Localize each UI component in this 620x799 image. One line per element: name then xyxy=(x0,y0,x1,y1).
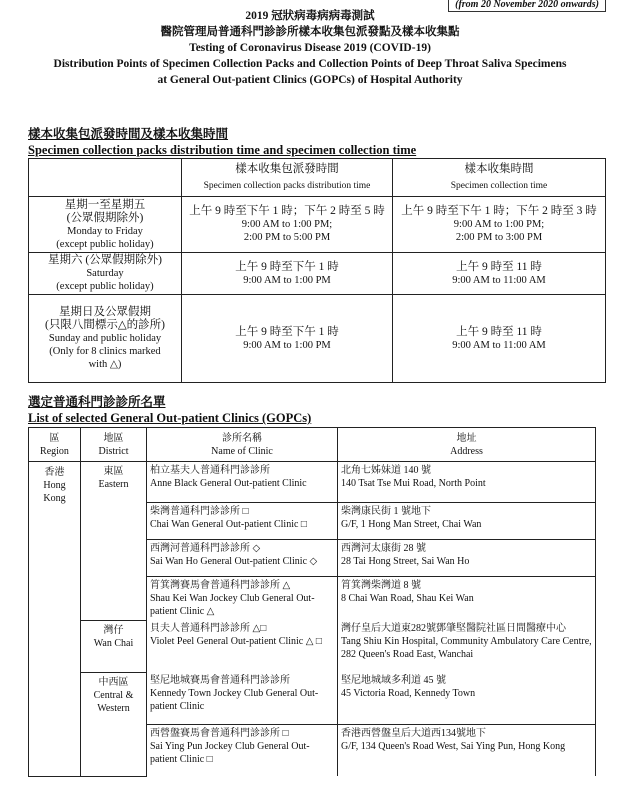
day-label-zh: 星期日及公眾假期 (只限八間標示△的診所) xyxy=(44,306,165,331)
clinic-address-zh: 柴灣康民街 1 號地下 xyxy=(341,506,431,517)
day-cell xyxy=(29,253,182,295)
collection-time-zh: 上午 9 時至下午 1 時；下午 2 時至 3 時 xyxy=(401,205,597,217)
clinic-address-zh: 香港西營盤皇后大道西134號地下 xyxy=(341,728,486,739)
clinic-name xyxy=(147,539,337,576)
clinic-address xyxy=(338,462,595,502)
collection-time-cell xyxy=(393,295,606,383)
clinic-address xyxy=(338,502,595,539)
clinic-name-en: Sai Ying Pun Jockey Club General Out-patient Clinic □ xyxy=(150,741,310,765)
day-label-zh: 星期六 (公眾假期除外) xyxy=(47,254,163,266)
clinic-name-zh: 西灣河普通科門診診所 ◇ xyxy=(150,543,261,554)
clinic-address xyxy=(338,620,595,672)
clinic-address-en: 8 Chai Wan Road, Shau Kei Wan xyxy=(341,593,474,604)
time-row xyxy=(29,253,606,295)
effective-date-note: (from 20 November 2020 onwards) xyxy=(448,0,606,12)
clinic-name xyxy=(147,502,337,539)
header-title-zh-2: 醫院管理局普通科門診診所樣本收集包派發點及樣本收集點 xyxy=(160,26,460,38)
clinic-address-en: G/F, 134 Queen's Road West, Sai Ying Pun, Hong Kong xyxy=(341,741,566,752)
district-cell: 東區 Eastern xyxy=(81,462,147,621)
day-cell xyxy=(29,295,182,383)
clinic-name-cell xyxy=(147,462,338,621)
clinic-table-header xyxy=(29,428,596,462)
clinic-name xyxy=(147,462,337,502)
clinic-address xyxy=(338,539,595,576)
collection-time-cell xyxy=(393,253,606,295)
clinic-name-en: Anne Black General Out-patient Clinic xyxy=(150,478,307,489)
address-header: 地址 Address xyxy=(338,428,596,462)
clinic-address-en: Tang Shiu Kin Hospital, Community Ambulatory Care Centre, 282 Queen's Road East, Wanchai xyxy=(341,636,592,660)
time-table xyxy=(28,158,606,383)
distribution-time-en: 9:00 AM to 1:00 PM xyxy=(243,339,331,351)
clinic-address xyxy=(338,724,595,776)
clinic-address-cell xyxy=(338,462,596,621)
time-row xyxy=(29,295,606,383)
region-header: 區 Region xyxy=(29,428,81,462)
distribution-time-cell xyxy=(182,295,393,383)
day-label-zh: 星期一至星期五 (公眾假期除外) xyxy=(64,198,146,224)
distribution-time-cell xyxy=(182,197,393,253)
day-cell xyxy=(29,197,182,253)
clinic-name-header: 診所名稱 Name of Clinic xyxy=(147,428,338,462)
day-label-en: Monday to Friday (except public holiday) xyxy=(56,225,154,250)
clinic-address-cell xyxy=(338,672,596,776)
collection-time-en: 9:00 AM to 1:00 PM; 2:00 PM to 3:00 PM xyxy=(453,219,545,243)
header-title-en-1: Testing of Coronavirus Disease 2019 (COVID-19) xyxy=(189,42,431,54)
clinic-address-zh: 筲箕灣柴灣道 8 號 xyxy=(341,580,421,591)
distribution-time-en: 9:00 AM to 1:00 PM xyxy=(243,274,331,286)
collection-time-en: 9:00 AM to 11:00 AM xyxy=(452,274,546,286)
time-header-collection: 樣本收集時間 Specimen collection time xyxy=(393,159,606,197)
collection-time-zh: 上午 9 時至 11 時 xyxy=(456,325,542,338)
clinic-address-zh: 西灣河太康街 28 號 xyxy=(341,543,426,554)
clinic-address-en: 140 Tsat Tse Mui Road, North Point xyxy=(341,478,486,489)
document-header xyxy=(0,8,620,88)
clinic-address xyxy=(338,576,595,620)
clinic-table xyxy=(28,427,596,777)
district-header: 地區 District xyxy=(81,428,147,462)
clinic-section-title-en: List of selected General Out-patient Clinics (GOPCs) xyxy=(28,411,312,425)
distribution-time-cell xyxy=(182,253,393,295)
clinic-name-cell xyxy=(147,620,338,672)
header-title-en-3: at General Out-patient Clinics (GOPCs) of Hospital Authority xyxy=(157,74,463,86)
collection-time-zh: 上午 9 時至 11 時 xyxy=(456,260,542,273)
header-title-en-2: Distribution Points of Specimen Collection Packs and Collection Points of Deep Throat Saliva Specimens xyxy=(53,58,567,70)
district-row xyxy=(29,672,596,776)
time-section-title-zh: 樣本收集包派發時間及樣本收集時間 xyxy=(28,127,229,141)
clinic-address-en: 28 Tai Hong Street, Sai Wan Ho xyxy=(341,556,470,567)
header-title-zh-1: 2019 冠狀病毒病病毒測試 xyxy=(245,10,375,22)
region-cell: 香港 Hong Kong xyxy=(29,462,81,777)
distribution-time-zh: 上午 9 時至下午 1 時 xyxy=(235,260,339,273)
clinic-name-zh: 柴灣普通科門診診所 □ xyxy=(150,506,249,517)
clinic-name xyxy=(147,620,337,672)
clinic-address-zh: 堅尼地城域多利道 45 號 xyxy=(341,675,446,686)
day-label-en: Sunday and public holiday (Only for 8 clinics marked with △) xyxy=(48,333,162,370)
distribution-time-zh: 上午 9 時至下午 1 時 xyxy=(235,325,339,338)
distribution-time-en: 9:00 AM to 1:00 PM; 2:00 PM to 5:00 PM xyxy=(241,219,333,243)
clinic-name xyxy=(147,672,337,724)
clinic-name-zh: 貝夫人普通科門診診所 △□ xyxy=(150,623,267,634)
clinic-address-en: 45 Victoria Road, Kennedy Town xyxy=(341,688,476,699)
clinic-name-en: Violet Peel General Out-patient Clinic △ □ xyxy=(150,636,322,647)
clinic-address-en: G/F, 1 Hong Man Street, Chai Wan xyxy=(341,519,482,530)
clinic-name-en: Kennedy Town Jockey Club General Out- patient Clinic xyxy=(150,688,319,712)
time-section-title-en: Specimen collection packs distribution time and specimen collection time xyxy=(28,143,417,157)
district-cell: 灣仔 Wan Chai xyxy=(81,620,147,672)
clinic-address-cell xyxy=(338,620,596,672)
clinic-section-title-zh: 選定普通科門診診所名單 xyxy=(28,395,166,409)
clinic-address-zh: 灣仔皇后大道東282號鄧肇堅醫院社區日間醫療中心 xyxy=(341,623,566,634)
collection-time-en: 9:00 AM to 11:00 AM xyxy=(452,339,546,351)
clinic-name-zh: 筲箕灣賽馬會普通科門診診所 △ xyxy=(150,580,291,591)
clinic-name-cell xyxy=(147,672,338,776)
clinic-name-zh: 柏立基夫人普通科門診診所 xyxy=(150,465,270,476)
time-header-distribution: 樣本收集包派發時間 Specimen collection packs distribution time xyxy=(182,159,393,197)
clinic-name-zh: 堅尼地城賽馬會普通科門診診所 xyxy=(150,675,290,686)
district-row xyxy=(29,462,596,621)
clinic-name xyxy=(147,724,337,776)
district-row xyxy=(29,620,596,672)
day-label-en: Saturday (except public holiday) xyxy=(56,268,154,292)
time-header-empty xyxy=(29,159,182,197)
clinic-address xyxy=(338,672,595,724)
clinic-address-zh: 北角七姊妹道 140 號 xyxy=(341,465,431,476)
distribution-time-zh: 上午 9 時至下午 1 時；下午 2 時至 5 時 xyxy=(189,205,385,217)
time-table-header xyxy=(29,159,606,197)
clinic-name-zh: 西營盤賽馬會普通科門診診所 □ xyxy=(150,728,289,739)
clinic-name-en: Sai Wan Ho General Out-patient Clinic ◇ xyxy=(150,556,318,567)
collection-time-cell xyxy=(393,197,606,253)
clinic-name-en: Chai Wan General Out-patient Clinic □ xyxy=(150,519,307,530)
clinic-name xyxy=(147,576,337,620)
time-row xyxy=(29,197,606,253)
district-cell: 中西區 Central & Western xyxy=(81,672,147,776)
clinic-name-en: Shau Kei Wan Jockey Club General Out-patient Clinic △ xyxy=(150,593,315,617)
